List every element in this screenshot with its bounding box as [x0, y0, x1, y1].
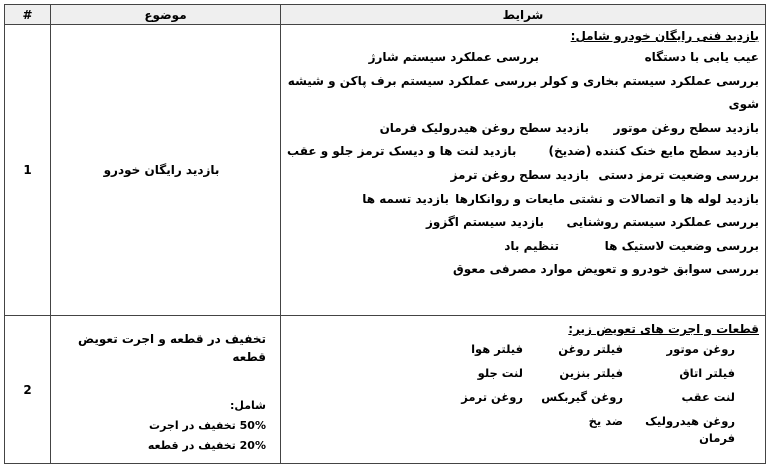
discount-list: [59, 396, 266, 456]
table-row: [5, 25, 766, 316]
condition-line: [287, 46, 759, 70]
condition-item: بازدید سطح روغن هیدرولیک فرمان: [379, 120, 589, 135]
condition-line: [287, 235, 759, 259]
condition-line: [287, 140, 759, 164]
condition-item: بررسی عملکرد سیستم برف پاکن و شیشه: [287, 73, 537, 88]
row-number: 1: [5, 25, 51, 316]
subject-text: تخفیف در قطعه و اجرت تعویض قطعه: [78, 332, 266, 364]
header-number: #: [5, 5, 51, 25]
discount-parts: 20% تخفیف در قطعه: [147, 439, 266, 452]
condition-line: [287, 258, 759, 282]
header-subject: موضوع: [51, 5, 281, 25]
condition-item: بازدید سطح روغن موتور: [613, 120, 759, 135]
condition-item: بازدید سیستم اگزوز: [425, 215, 544, 230]
subject-text: بازدید رایگان خودرو: [103, 163, 220, 177]
includes-label: شامل:: [230, 399, 266, 412]
part-item: روغن هیدرولیک فرمان: [645, 414, 735, 445]
part-item: فیلتر بنزین: [559, 366, 623, 380]
row-number: 2: [5, 316, 51, 464]
condition-item: بازدید لنت ها و دیسک ترمز جلو و عقب: [287, 144, 517, 159]
part-item: فیلتر روغن: [558, 342, 623, 356]
part-item: فیلتر اتاق: [679, 366, 735, 380]
condition-item: بررسی وضعیت لاستیک ها: [604, 238, 759, 253]
condition-line: [287, 93, 759, 117]
subject-cell: [51, 316, 281, 464]
condition-item: شوی: [728, 97, 759, 112]
part-item: لنت جلو: [477, 366, 523, 380]
condition-item: بررسی عملکرد سیستم شارژ: [368, 50, 539, 64]
condition-item: بازدید سطح مایع خنک کننده (ضدیخ): [548, 144, 759, 159]
parts-title: قطعات و اجرت های تعویض زیر:: [568, 322, 759, 336]
header-conditions: شرایط: [281, 5, 766, 25]
condition-line: [287, 164, 759, 188]
condition-line: [287, 188, 759, 212]
parts-list: [287, 341, 759, 447]
part-item: روغن گیربکس: [541, 390, 623, 404]
condition-line: [287, 211, 759, 235]
discount-labor: 50% تخفیف در اجرت: [149, 419, 266, 432]
condition-item: عیب یابی با دستگاه: [644, 50, 759, 64]
services-table: [4, 4, 766, 464]
subject-block: [51, 316, 280, 456]
table-row: [5, 316, 766, 464]
conditions-cell: [281, 316, 766, 464]
subject-cell: [51, 25, 281, 316]
condition-item: بررسی عملکرد سیستم روشنایی: [566, 215, 759, 230]
condition-item: تنظیم باد: [504, 238, 559, 253]
part-item: روغن ترمز: [461, 390, 523, 404]
condition-item: بازدید لوله ها و اتصالات و نشتی مایعات و روانکارها: [455, 191, 759, 206]
header-row: [5, 5, 766, 25]
conditions-title: بازدید فنی رایگان خودرو شامل:: [570, 29, 759, 43]
part-item: لنت عقب: [681, 390, 735, 404]
part-item: فیلتر هوا: [471, 342, 523, 356]
condition-item: بازدید تسمه ها: [362, 191, 449, 206]
condition-item: بازدید سطح روغن ترمز: [450, 167, 589, 182]
condition-item: بررسی وضعیت ترمز دستی: [598, 167, 759, 182]
condition-line: [287, 70, 759, 94]
condition-item: بررسی عملکرد سیستم بخاری و کولر: [540, 73, 759, 88]
condition-item: بررسی سوابق خودرو و تعویض موارد مصرفی معوق: [453, 262, 759, 277]
part-item: ضد یخ: [588, 414, 623, 428]
conditions-cell: [281, 25, 766, 316]
part-item: روغن موتور: [666, 342, 735, 356]
condition-line: [287, 117, 759, 141]
